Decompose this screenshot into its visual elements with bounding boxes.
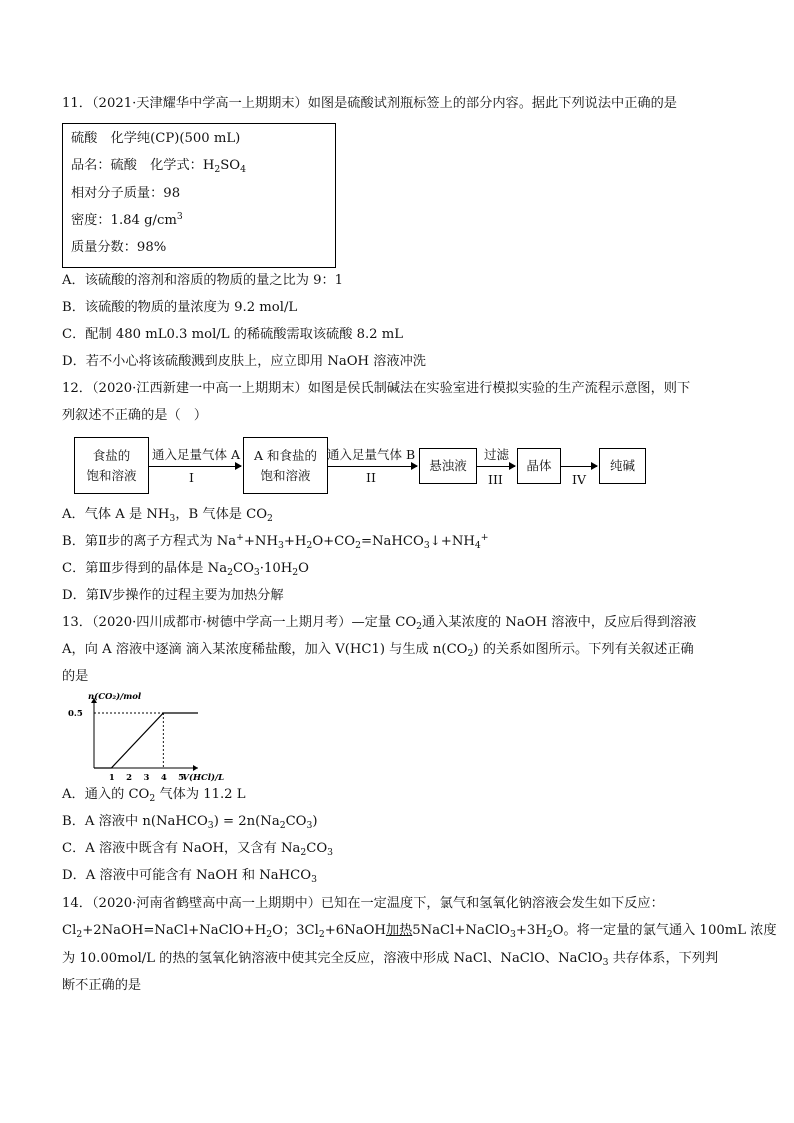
q11-stem: 11．（2021·天津耀华中学高一上期期末）如图是硫酸试剂瓶标签上的部分内容。据此下列说法中正确的是 [62,96,677,111]
flow-step-1: I [189,470,194,485]
x-tick-1: 1 [108,773,115,783]
q11-option-c: C．配制 480 mL0.3 mol/L 的稀硫酸需取该硫酸 8.2 mL [62,327,403,342]
q12-stem-line-1: 12．（2020·江西新建一中高一上期期末）如图是侯氏制碱法在实验室进行模拟实验的生产流程示意图，则下 [62,381,691,396]
q13-stem-line-1: 13．（2020·四川成都市·树德中学高一上期月考）—定量 $CO_2$通入某浓度的 NaOH 溶液中，反应后得到溶液 [62,615,697,632]
q12-option-c: C．第Ⅲ步得到的晶体是 $Na_2CO_3\cdot 10H_2O$ [62,561,309,578]
co2-series-line [94,713,198,768]
flow-box-suspension: 悬浊液 [419,448,477,484]
q13-stem-line-2: A，向 A 溶液中逐滴 滴入某浓度稀盐酸，加入 V(HC1) 与生成 $n(CO_2)$ 的关系如图所示。下列有关叙述正确 [62,642,694,659]
flow-box-salt-solution: 食盐的 饱和溶液 [74,437,149,494]
flow-box-soda-ash: 纯碱 [599,448,646,484]
q12-option-a: A．气体 A 是 $NH_3$，B 气体是 $CO_2$ [62,507,273,524]
flow-box-crystal: 晶体 [517,448,561,484]
y-axis-label: n(CO₂)/mol [88,692,142,702]
x-tick-5: 5 [178,773,185,783]
q13-option-d: D．A 溶液中可能含有 NaOH 和 NaHCO$_3$ [62,868,317,885]
x-tick-4: 4 [160,773,167,783]
label-line-1: 硫酸 化学纯(CP)(500 mL) [71,131,241,146]
x-tick-3: 3 [143,773,150,783]
q13-option-a: A．通入的 $CO_2$ 气体为 11.2 L [62,787,246,804]
q13-option-b: B．A 溶液中 n(NaHCO$_3$) = $2n(Na_2CO_3)$ [62,814,318,831]
flow-box-a-and-salt: A 和食盐的 饱和溶液 [243,437,328,494]
flow-arrow-3-label: 过滤 [484,447,510,462]
flow-arrow-3 [476,466,515,467]
q12-stem-line-2: 列叙述不正确的是（ ） [62,408,208,423]
q12-option-d: D．第Ⅳ步操作的过程主要为加热分解 [62,588,284,603]
q11-option-d: D．若不小心将该硫酸溅到皮肤上，应立即用 NaOH 溶液冲洗 [62,354,426,369]
q11-option-a: A．该硫酸的溶剂和溶质的物质的量之比为 9：1 [62,273,344,288]
q13-option-c: C．A 溶液中既含有 NaOH，又含有 $Na_2CO_3$ [62,841,334,858]
q12-option-b: B．第Ⅱ步的离子方程式为 $Na^++NH_3+H_2O+CO_2=NaHCO_3↓+NH_4^+$ [62,532,489,551]
flow-arrow-2 [327,466,417,467]
x-axis-label: V(HCl)/L [182,773,225,783]
q14-stem-line-4: 断不正确的是 [62,978,142,993]
label-line-2: 品名：硫酸 化学式：$H_2SO_4$ [71,158,247,175]
flow-step-3: III [488,472,503,487]
label-line-4: 密度：1.84 $g/cm^3$ [71,211,183,228]
flow-step-2: II [366,470,376,485]
flow-arrow-1 [148,466,241,467]
label-line-5: 质量分数：98% [71,240,167,255]
q14-stem-line-3: 为 10.00mol/L 的热的氢氧化钠溶液中使其完全反应，溶液中形成 NaCl、NaClO、NaClO$_3$ 共存体系，下列判 [62,951,719,968]
q14-stem-line-1: 14．（2020·河南省鹤壁高中高一上期期中）已知在一定温度下，氯气和氢氧化钠溶液会发生如下反应： [62,896,664,911]
q13-stem-line-3: 的是 [62,669,89,684]
flow-arrow-4 [560,466,597,467]
co2-chart [66,690,225,783]
flow-step-4: IV [572,472,586,487]
flow-arrow-2-label: 通入足量气体 B [327,447,416,462]
flow-arrow-1-label: 通入足量气体 A [152,447,241,462]
x-tick-2: 2 [126,773,133,783]
y-tick-0.5: 0.5 [68,709,83,719]
reagent-label-box [62,123,336,268]
x-axis-arrow [193,765,198,771]
q14-stem-line-2: $Cl_2+2NaOH=NaCl+NaClO+H_2O$；$3Cl_2+6NaOH$加热$5NaCl+NaClO_3+3H_2O$。将一定量的氯气通入 100mL 浓度 [62,923,777,940]
label-line-3: 相对分子质量：98 [71,186,181,201]
q11-option-b: B．该硫酸的物质的量浓度为 9.2 mol/L [62,300,298,315]
